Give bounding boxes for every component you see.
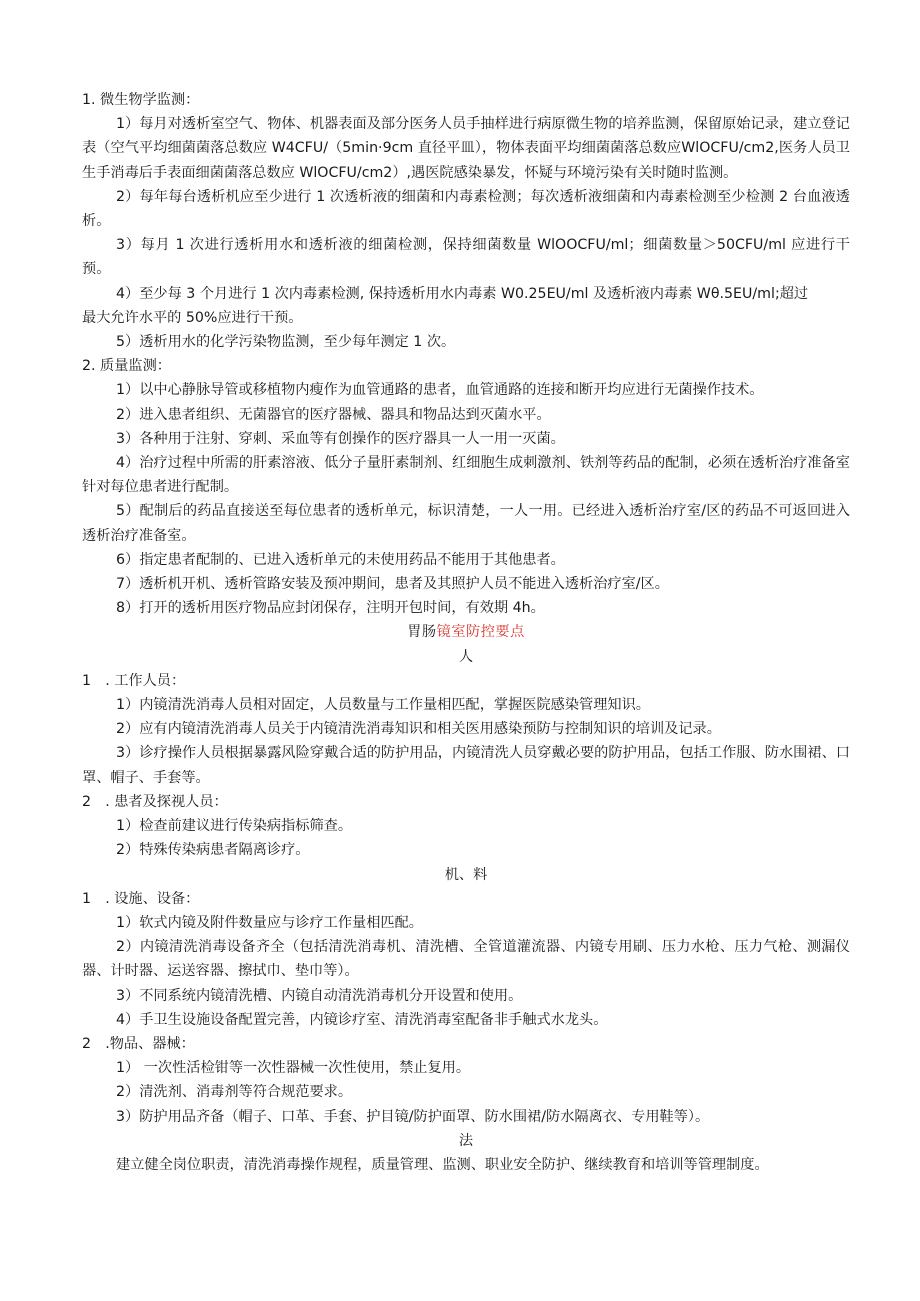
gi-endoscopy-title xyxy=(82,620,850,644)
quality-item-5: 5）配制后的药品直接送至每位患者的透析单元，标识清楚，一人一用。已经进入透析治疗室/区的药品不可返回进入透析治疗准备室。 xyxy=(82,503,850,544)
method-heading: 法 xyxy=(458,1132,474,1149)
facility-item-1: 1）软式内镜及附件数量应与诊疗工作量相匹配。 xyxy=(116,914,423,931)
staff-item-3: 3）诊疗操作人员根据暴露风险穿戴合适的防护用品，内镜清洗人员穿戴必要的防护用品，包括工作服、防水围裙、口罩、帽子、手套等。 xyxy=(82,745,850,786)
facility-heading: 1 . 设施、设备： xyxy=(82,890,200,907)
micro-item-4-line2: 最大允许水平的 50%应进行干预。 xyxy=(82,309,303,326)
people-heading: 人 xyxy=(458,648,474,665)
quality-item-1: 1）以中心静脉导管或移植物内瘦作为血管通路的患者，血管通路的连接和断开均应进行无菌操作技术。 xyxy=(116,382,764,399)
goods-item-1: 1） 一次性活检钳等一次性器械一次性使用，禁止复用。 xyxy=(116,1060,471,1077)
quality-item-7: 7）透析机开机、透析管路安装及预冲期间，患者及其照护人员不能进入透析治疗室/区。 xyxy=(116,576,669,593)
goods-heading: 2 .物品、器械： xyxy=(82,1035,195,1052)
gi-title-part1: 胃肠 xyxy=(407,624,437,641)
facility-item-3: 3）不同系统内镜清洗槽、内镜自动清洗消毒机分开设置和使用。 xyxy=(116,987,523,1004)
quality-item-3: 3）各种用于注射、穿刺、采血等有创操作的医疗器具一人一用一灭菌。 xyxy=(116,430,565,447)
micro-item-1: 1）每月对透析室空气、物体、机器表面及部分医务人员手抽样进行病原微生物的培养监测，保留原始记录，建立登记表（空气平均细菌菌落总数应 W4CFU/（5min·9cm 直径平皿），物体表面平均细菌菌落总数应WlOCFU/cm2,医务人员卫生手消毒后手表面细菌菌落总数应 WlOCFU/cm2）,遇医院感染暴发，怀疑与环境污染有关时随时监测。 xyxy=(82,116,850,181)
goods-item-3: 3）防护用品齐备（帽子、口革、手套、护目镜/防护面罩、防水围裙/防水隔离衣、专用鞋等）。 xyxy=(116,1108,710,1125)
quality-item-8: 8）打开的透析用医疗物品应封闭保存，注明开包时间，有效期 4h。 xyxy=(116,600,545,617)
facility-item-2: 2）内镜清洗消毒设备齐全（包括清洗消毒机、清洗槽、全管道灌流器、内镜专用刷、压力水枪、压力气枪、测漏仪器、计时器、运送容器、擦拭巾、垫巾等）。 xyxy=(82,939,850,980)
gi-title-part2: 镜室防控要点 xyxy=(436,624,525,641)
quality-item-4: 4）治疗过程中所需的肝素溶液、低分子量肝素制剂、红细胞生成刺激剂、铁剂等药品的配制，必须在透析治疗准备室针对每位患者进行配制。 xyxy=(82,455,850,496)
staff-item-1: 1）内镜清洗消毒人员相对固定，人员数量与工作量相匹配，掌握医院感染管理知识。 xyxy=(116,697,650,714)
staff-heading: 1 . 工作人员： xyxy=(82,672,186,689)
patient-heading: 2 . 患者及探视人员： xyxy=(82,793,228,810)
method-text: 建立健全岗位职责，清洗消毒操作规程，质量管理、监测、职业安全防护、继续教育和培训等管理制度。 xyxy=(116,1156,769,1173)
patient-item-2: 2）特殊传染病患者隔离诊疗。 xyxy=(116,842,310,859)
facility-item-4: 4）手卫生设施设备配置完善，内镜诊疗室、清洗消毒室配备非手触式水龙头。 xyxy=(116,1011,608,1028)
quality-item-2: 2）进入患者组织、无菌器官的医疗器械、器具和物品达到灭菌水平。 xyxy=(116,406,551,423)
micro-item-4-line1: 4）至少每 3 个月进行 1 次内毒素检测, 保持透析用水内毒素 W0.25EU/ml 及透析液内毒素 Wθ.5EU/ml;超过 xyxy=(116,285,809,302)
quality-heading: 2. 质量监测： xyxy=(82,358,171,375)
micro-item-5: 5）透析用水的化学污染物监测，至少每年测定 1 次。 xyxy=(116,334,456,351)
micro-item-3: 3）每月 1 次进行透析用水和透析液的细菌检测，保持细菌数量 WlOOCFU/ml；细菌数量＞50CFU/ml 应进行干预。 xyxy=(82,237,850,278)
goods-item-2: 2）清洗剂、消毒剂等符合规范要求。 xyxy=(116,1084,353,1101)
microbiology-heading: 1. 微生物学监测： xyxy=(82,92,200,108)
quality-item-6: 6）指定患者配制的、已进入透析单元的未使用药品不能用于其他患者。 xyxy=(116,551,565,568)
patient-item-1: 1）检查前建议进行传染病指标筛查。 xyxy=(116,818,353,835)
staff-item-2: 2）应有内镜清洗消毒人员关于内镜清洗消毒知识和相关医用感染预防与控制知识的培训及记录。 xyxy=(116,721,721,738)
machine-material-heading: 机、料 xyxy=(444,866,488,883)
micro-item-2: 2）每年每台透析机应至少进行 1 次透析液的细菌和内毒素检测；每次透析液细菌和内毒素检测至少检测 2 台血液透析。 xyxy=(82,188,850,230)
